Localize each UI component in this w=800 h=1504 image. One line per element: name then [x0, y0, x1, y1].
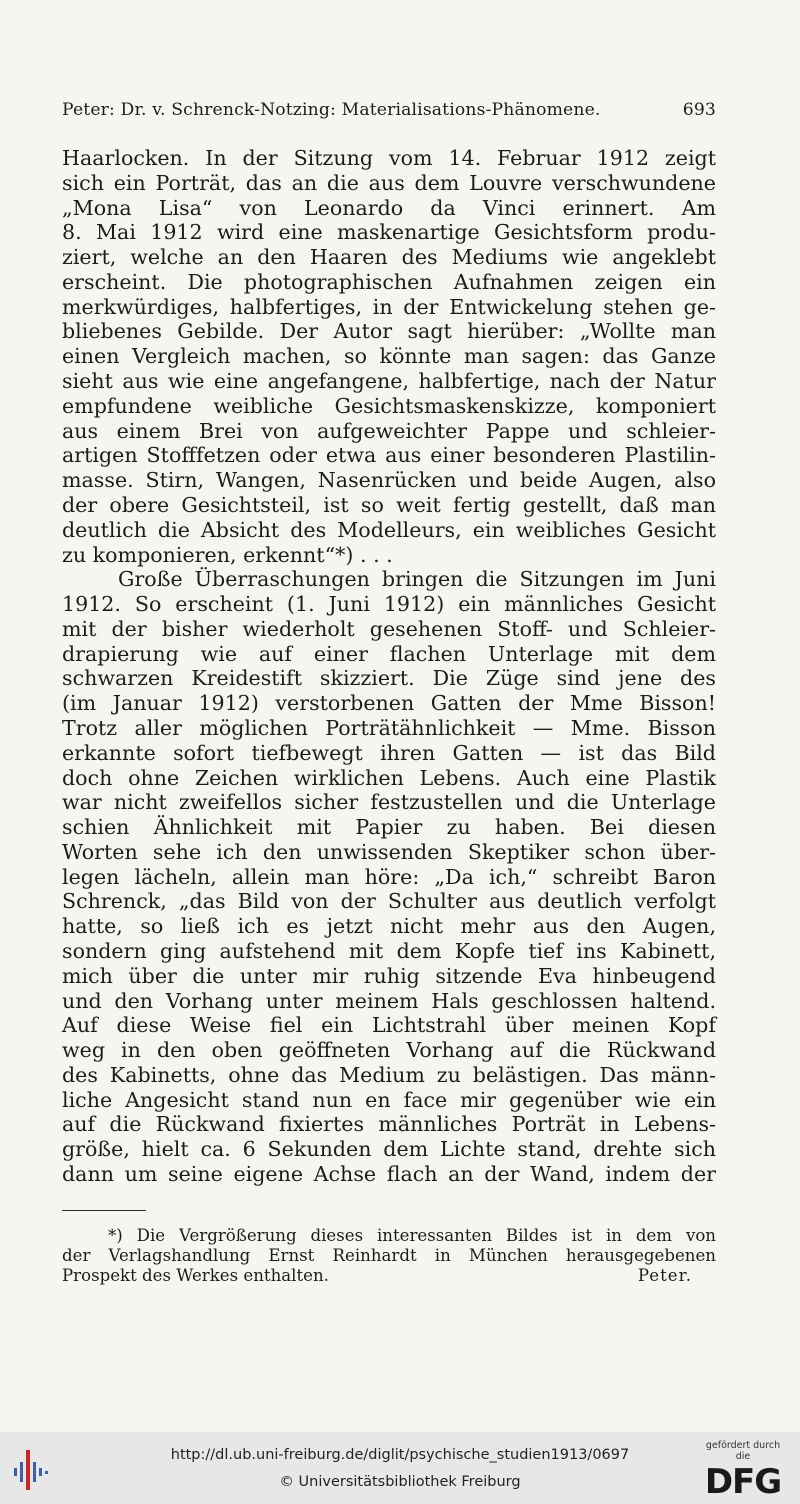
text-line: masse. Stirn, Wangen, Nasenrücken und beide Augen, also: [62, 468, 716, 493]
text-line: sich ein Porträt, das an die aus dem Louvre verschwundene: [62, 170, 716, 195]
footnote-last-line: [62, 1266, 716, 1286]
text-line: hatte, so ließ ich es jetzt nicht mehr aus den Augen,: [62, 914, 716, 939]
text-line: 1912. So erscheint (1. Juni 1912) ein männliches Gesicht: [62, 592, 716, 617]
text-line: Schrenck, „das Bild von der Schulter aus deutlich verfolgt: [62, 889, 716, 914]
footnote-rule: [62, 1210, 146, 1211]
text-line: Haarlocken. In der Sitzung vom 14. Februar 1912 zeigt: [62, 146, 716, 170]
text-line: „Mona Lisa“ von Leonardo da Vinci erinnert. Am: [62, 195, 716, 220]
text-line: des Kabinetts, ohne das Medium zu belästigen. Das männ-: [62, 1062, 716, 1087]
text-line: aus einem Brei von aufgeweichter Pappe und schleier-: [62, 418, 716, 443]
text-line: war nicht zweifellos sicher festzustellen und die Unterlage: [62, 790, 716, 815]
text-line: empfundene weibliche Gesichtsmaskenskizze, komponiert: [62, 393, 716, 418]
footnote-line: *) Die Vergrößerung dieses interessanten Bildes ist in dem von: [108, 1226, 716, 1245]
body-text: [62, 146, 716, 1187]
text-line: ziert, welche an den Haaren des Mediums wie angeklebt: [62, 245, 716, 270]
text-line: deutlich die Absicht des Modelleurs, ein weibliches Gesicht: [62, 517, 716, 542]
page-number: 693: [682, 100, 716, 120]
paragraph-end-line: zu komponieren, erkennt“*) . . .: [62, 542, 393, 567]
running-head-title: Peter: Dr. v. Schrenck-Notzing: Materialisations-Phänomene.: [62, 100, 601, 120]
text-line: legen lächeln, allein man höre: „Da ich,“ schreibt Baron: [62, 864, 716, 889]
text-line: dann um seine eigene Achse flach an der Wand, indem der: [62, 1162, 716, 1187]
text-line: (im Januar 1912) verstorbenen Gatten der Mme Bisson!: [62, 691, 716, 716]
running-head: [62, 100, 716, 120]
text-line: sieht aus wie eine angefangene, halbfertige, nach der Natur: [62, 369, 716, 394]
paragraph-start-line: Große Überraschungen bringen die Sitzungen im Juni: [118, 567, 716, 592]
text-line: sondern ging aufstehend mit dem Kopfe tief ins Kabinett,: [62, 939, 716, 963]
text-line: einen Vergleich machen, so könnte man sagen: das Ganze: [62, 344, 716, 369]
text-line: merkwürdiges, halbfertiges, in der Entwickelung stehen ge-: [62, 294, 716, 319]
text-line: der obere Gesichtsteil, ist so weit fertig gestellt, daß man: [62, 492, 716, 517]
text-line: 8. Mai 1912 wird eine maskenartige Gesichtsform produ-: [62, 220, 716, 245]
text-line: doch ohne Zeichen wirklichen Lebens. Auch eine Plastik: [62, 765, 716, 790]
text-line: schwarzen Kreidestift skizziert. Die Züge sind jene des: [62, 666, 716, 691]
viewer-footer: [0, 1432, 800, 1504]
text-line: Auf diese Weise fiel ein Lichtstrahl über meinen Kopf: [62, 1013, 716, 1038]
funding-note: gefördert durch die: [705, 1440, 781, 1462]
text-line: Trotz aller möglichen Porträtähnlichkeit — Mme. Bisson: [62, 715, 716, 740]
text-line: und den Vorhang unter meinem Hals geschlossen haltend.: [62, 988, 716, 1013]
text-line: erkannte sofort tiefbewegt ihren Gatten — ist das Bild: [62, 740, 716, 765]
text-line: Worten sehe ich den unwissenden Skeptiker schon über-: [62, 839, 716, 864]
dfg-logo-icon: DFG: [704, 1462, 782, 1502]
text-line: artigen Stofffetzen oder etwa aus einer besonderen Plastilin-: [62, 443, 716, 468]
text-line: auf die Rückwand fixiertes männliches Porträt in Lebens-: [62, 1112, 716, 1137]
footnote: [62, 1226, 716, 1285]
text-line: bliebenes Gebilde. Der Autor sagt hierüber: „Wollte man: [62, 319, 716, 344]
footnote-line: Prospekt des Werkes enthalten.: [62, 1265, 329, 1285]
dfg-badge: [698, 1440, 788, 1502]
text-line: drapierung wie auf einer flachen Unterlage mit dem: [62, 641, 716, 666]
footnote-signature: Peter.: [637, 1265, 692, 1285]
text-line: größe, hielt ca. 6 Sekunden dem Lichte stand, drehte sich: [62, 1137, 716, 1162]
text-line: schien Ähnlichkeit mit Papier zu haben. Bei diesen: [62, 815, 716, 840]
footnote-line: der Verlagshandlung Ernst Reinhardt in München herausgegebenen: [62, 1245, 716, 1265]
permalink-url[interactable]: http://dl.ub.uni-freiburg.de/diglit/psychische_studien1913/0697: [170, 1447, 630, 1463]
text-line: mit der bisher wiederholt gesehenen Stoff- und Schleier-: [62, 616, 716, 641]
copyright-notice: © Universitätsbibliothek Freiburg: [279, 1474, 521, 1490]
text-line: erscheint. Die photographischen Aufnahmen zeigen ein: [62, 269, 716, 294]
text-line: liche Angesicht stand nun en face mir gegenüber wie ein: [62, 1087, 716, 1112]
text-line: weg in den oben geöffneten Vorhang auf die Rückwand: [62, 1038, 716, 1063]
text-line: mich über die unter mir ruhig sitzende Eva hinbeugend: [62, 963, 716, 988]
